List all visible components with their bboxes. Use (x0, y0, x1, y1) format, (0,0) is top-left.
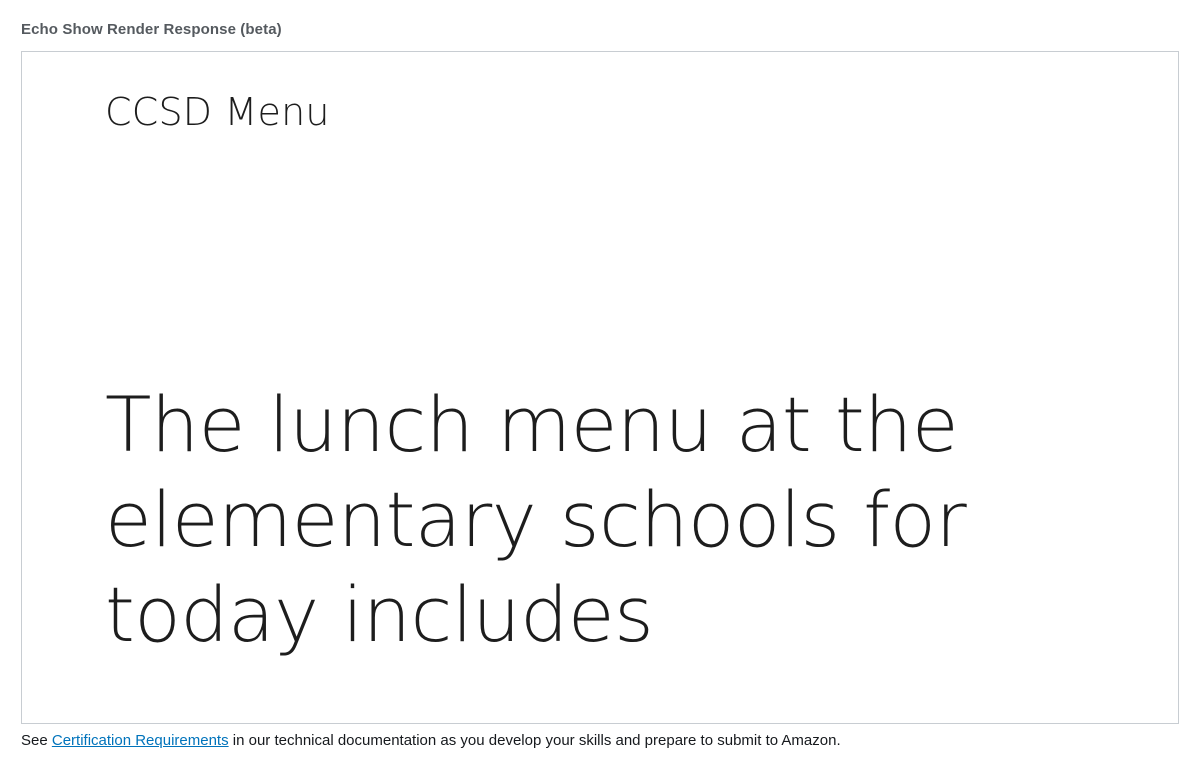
device-screen-canvas (22, 52, 1178, 723)
footer-note-prefix: See (21, 732, 52, 749)
echo-show-render-frame (21, 51, 1179, 724)
device-header-title: CCSD Menu (105, 90, 330, 134)
footer-note (21, 731, 841, 751)
panel-title: Echo Show Render Response (beta) (21, 21, 282, 38)
certification-requirements-link[interactable]: Certification Requirements (51, 732, 229, 749)
device-body-text: The lunch menu at the elementary schools for today includes (105, 380, 967, 659)
footer-note-suffix: in our technical documentation as you develop your skills and prepare to submit to Amazon. (228, 732, 841, 749)
